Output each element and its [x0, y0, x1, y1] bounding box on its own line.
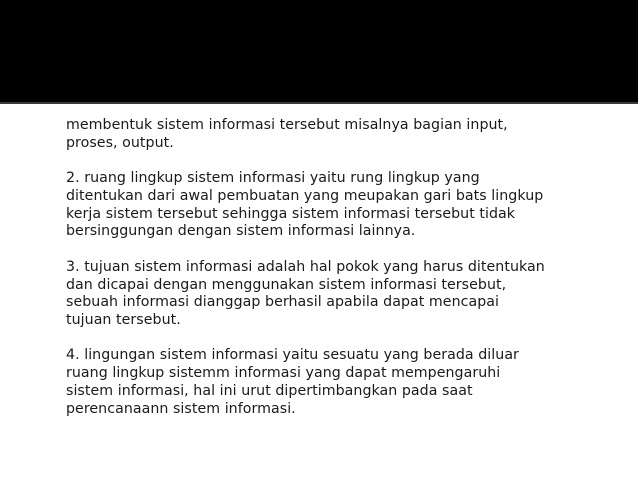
text-line: kerja sistem tersebut sehingga sistem informasi tersebut tidak	[66, 205, 516, 222]
slide-body-text	[66, 117, 606, 436]
text-line: perencanaann sistem informasi.	[66, 400, 296, 417]
paragraph-environment	[66, 347, 606, 418]
text-line: 2. ruang lingkup sistem informasi yaitu rung lingkup yang	[66, 170, 480, 187]
paragraph-components	[66, 117, 606, 153]
text-line: bersinggungan dengan sistem informasi lainnya.	[66, 223, 416, 240]
text-line: tujuan tersebut.	[66, 312, 181, 329]
text-line: dan dicapai dengan menggunakan sistem informasi tersebut,	[66, 276, 507, 293]
text-line: ditentukan dari awal pembuatan yang meupakan gari bats lingkup	[66, 187, 544, 204]
paragraph-scope	[66, 170, 606, 241]
text-line: proses, output.	[66, 134, 174, 151]
text-line: 4. lingungan sistem informasi yaitu sesuatu yang berada diluar	[66, 347, 519, 364]
text-line: membentuk sistem informasi tersebut misalnya bagian input,	[66, 117, 508, 133]
text-line: 3. tujuan sistem informasi adalah hal pokok yang harus ditentukan	[66, 258, 545, 275]
slide-header-band	[0, 0, 638, 102]
paragraph-objective	[66, 259, 606, 330]
slide-header-divider	[0, 102, 638, 104]
text-line: sistem informasi, hal ini urut dipertimbangkan pada saat	[66, 383, 473, 400]
text-line: ruang lingkup sistemm informasi yang dapat mempengaruhi	[66, 365, 501, 382]
text-line: sebuah informasi dianggap berhasil apabila dapat mencapai	[66, 294, 499, 311]
